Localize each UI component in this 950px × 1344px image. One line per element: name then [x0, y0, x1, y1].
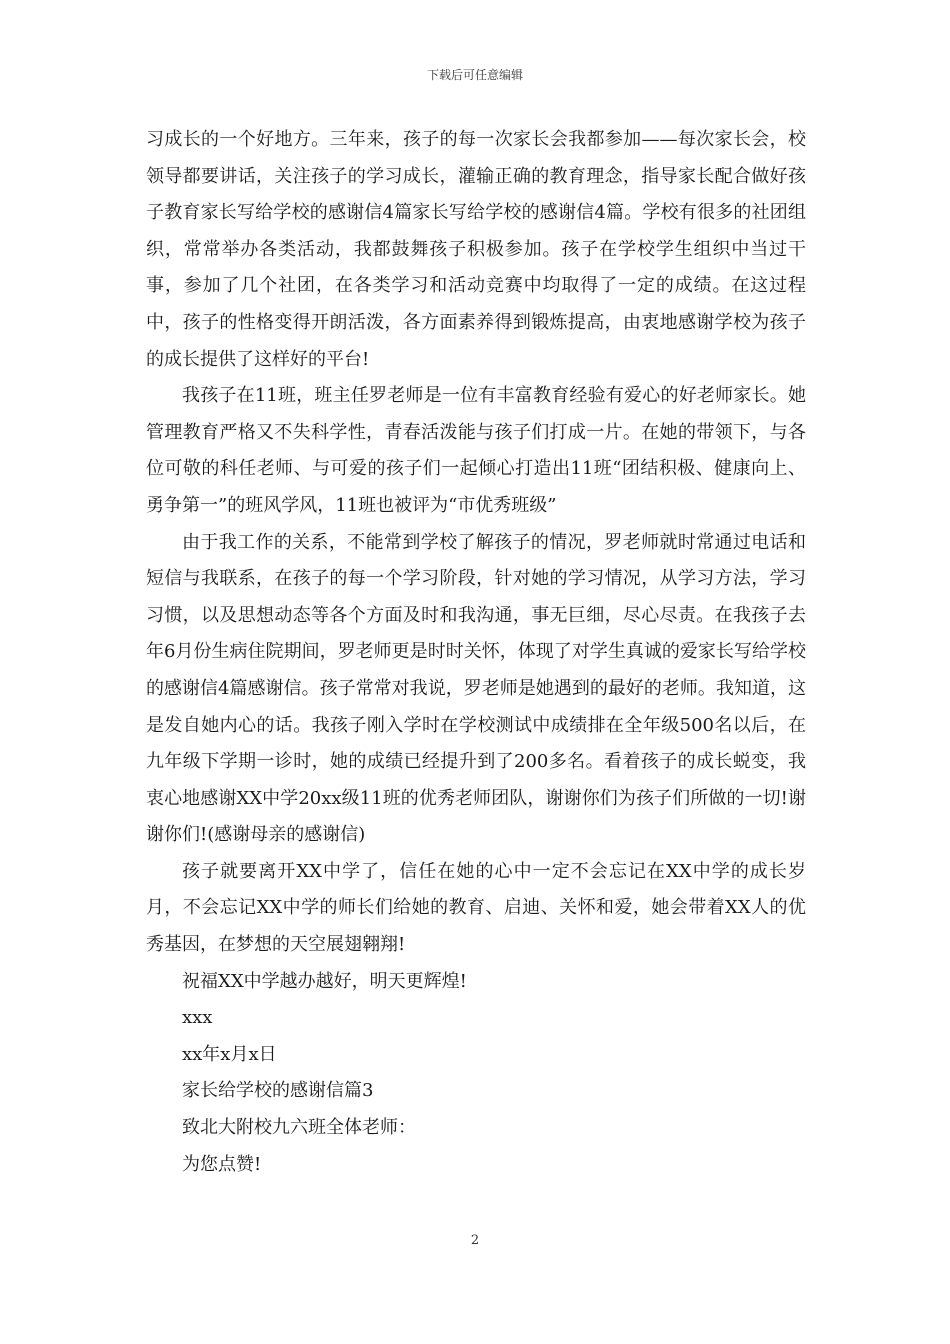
paragraph-4: 孩子就要离开XX中学了，信任在她的心中一定不会忘记在XX中学的成长岁月，不会忘记XX中学的师长们给她的教育、启迪、关怀和爱，她会带着XX人的优秀基因，在梦想的天空展翅翱翔! — [146, 860, 806, 956]
page-header: 下载后可任意编辑 — [426, 68, 523, 82]
opening-line: 为您点赞! — [182, 1153, 262, 1175]
paragraph-1: 习成长的一个好地方。三年来，孩子的每一次家长会我都参加——每次家长会，校领导都要讲话，关注孩子的学习成长，灌输正确的教育理念，指导家长配合做好孩子教育家长写给学校的感谢信4篇家长写给学校的感谢信4篇。学校有很多的社团组织，常常举办各类活动，我都鼓舞孩子积极参加。孩子在学校学生组织中当过干事，参加了几个社团，在各类学习和活动竞赛中均取得了一定的成绩。在这过程中，孩子的性格变得开朗活泼，各方面素养得到锻炼提高，由衷地感谢学校为孩子的成长提供了这样好的平台! — [146, 129, 806, 370]
signature-date: xx年x月x日 — [182, 1043, 277, 1065]
closing-blessing: 祝福XX中学越办越好，明天更辉煌! — [182, 970, 467, 992]
page-number: 2 — [470, 1233, 480, 1248]
section-title: 家长给学校的感谢信篇3 — [182, 1080, 374, 1102]
signature-name: xxx — [182, 1007, 213, 1029]
document-body — [146, 122, 806, 1183]
paragraph-2: 我孩子在11班，班主任罗老师是一位有丰富教育经验有爱心的好老师家长。她管理教育严格又不失科学性，青春活泼能与孩子们打成一片。在她的带领下，与各位可敬的科任老师、与可爱的孩子们一起倾心打造出11班“团结积极、健康向上、勇争第一”的班风学风，11班也被评为“市优秀班级” — [146, 385, 806, 516]
paragraph-3: 由于我工作的关系，不能常到学校了解孩子的情况，罗老师就时常通过电话和短信与我联系，在孩子的每一个学习阶段，针对她的学习情况，从学习方法，学习习惯，以及思想动态等各个方面及时和我沟通，事无巨细，尽心尽责。在我孩子去年6月份生病住院期间，罗老师更是时时关怀，体现了对学生真诚的爱家长写给学校的感谢信4篇感谢信。孩子常常对我说，罗老师是她遇到的最好的老师。我知道，这是发自她内心的话。我孩子刚入学时在学校测试中成绩排在全年级500名以后，在九年级下学期一诊时，她的成绩已经提升到了200多名。看着孩子的成长蜕变，我衷心地感谢XX中学20xx级11班的优秀老师团队，谢谢你们为孩子们所做的一切!谢谢你们!(感谢母亲的感谢信) — [146, 531, 806, 846]
salutation: 致北大附校九六班全体老师： — [182, 1117, 416, 1139]
